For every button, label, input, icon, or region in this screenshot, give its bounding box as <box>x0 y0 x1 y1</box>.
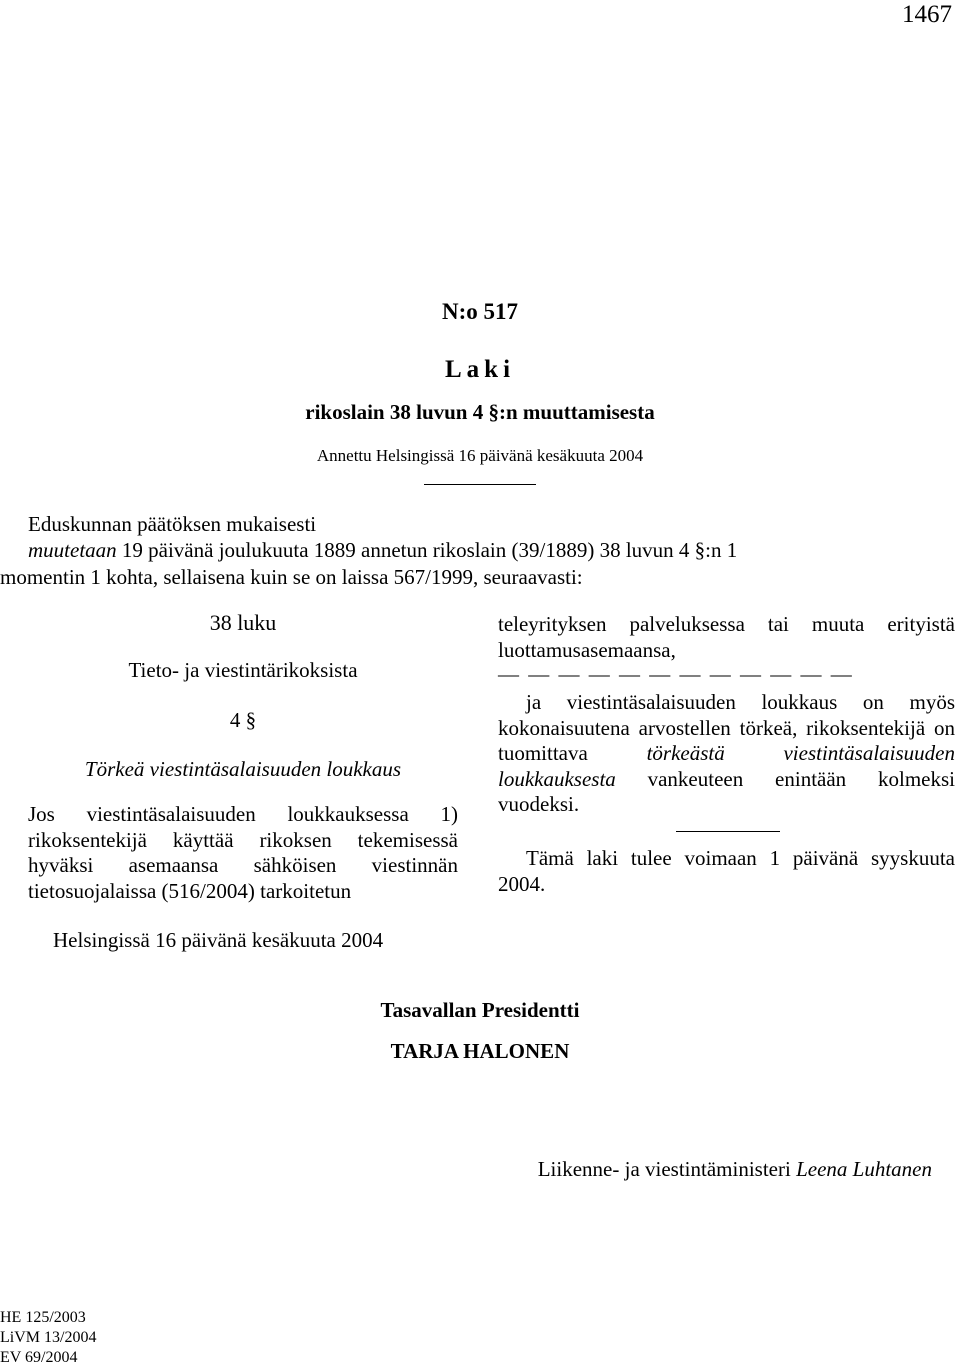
section-title: Törkeä viestintäsalaisuuden loukkaus <box>84 757 402 781</box>
entry-into-force-text <box>498 846 955 897</box>
section-label: 4 § <box>229 708 257 732</box>
section-text-continued: teleyrityksen palveluksessa tai muuta erityistä luottamusasemaansa, <box>498 612 955 662</box>
given-date-line: Annettu Helsingissä 16 päivänä kesäkuuta 2004 <box>316 446 644 465</box>
preamble-line-2-text: 19 päivänä joulukuuta 1889 annetun rikoslain (39/1889) 38 luvun 4 §:n 1 <box>116 538 738 562</box>
signing-date: Helsingissä 16 päivänä kesäkuuta 2004 <box>53 928 384 952</box>
section-text-part-a: ja viestintäsalaisuuden loukkaus on myös kokonaisuutena arvostellen törkeä, rikoksentekijä on tuomittava <box>498 690 955 765</box>
section-text-right-column <box>498 690 955 818</box>
offence-name: törkeästä viestintäsalaisuuden loukkauksesta <box>498 741 955 791</box>
section-text-part-b: vankeuteen enintään kolmeksi vuodeksi. <box>498 766 955 816</box>
reference-government-proposal: HE 125/2003 <box>0 1309 86 1326</box>
reference-committee-report: LiVM 13/2004 <box>0 1329 97 1346</box>
statute-number: N:o 517 <box>441 299 519 324</box>
document-title: rikoslain 38 luvun 4 §:n muuttamisesta <box>305 400 655 424</box>
chapter-title: Tieto- ja viestintärikoksista <box>128 658 358 682</box>
header-divider <box>424 484 536 485</box>
preamble-verb: muutetaan <box>28 538 117 562</box>
legislative-references <box>0 1308 96 1368</box>
section-text-left-column: Jos viestintäsalaisuuden loukkauksessa 1) rikoksentekijä käyttää rikoksen tekemisessä hyväksi asemaansa sähköisen viestinnän tietosuojalaissa (516/2004) tarkoitetun <box>28 802 458 904</box>
minister-title: Liikenne- ja viestintäministeri <box>537 1157 791 1181</box>
president-title: Tasavallan Presidentti <box>380 998 580 1022</box>
minister-name: Leena Luhtanen <box>796 1157 932 1181</box>
minister-signature <box>538 1157 932 1182</box>
preamble-line-3: momentin 1 kohta, sellaisena kuin se on laissa 567/1999, seuraavasti: <box>0 565 583 589</box>
chapter-label: 38 luku <box>209 610 277 635</box>
document-type: Laki <box>444 356 516 383</box>
page-number: 1467 <box>902 1 952 28</box>
reference-parliament-reply: EV 69/2004 <box>0 1349 78 1366</box>
preamble-line-1: Eduskunnan päätöksen mukaisesti <box>28 512 317 536</box>
preamble-line-2 <box>28 538 948 563</box>
entry-into-force-sentence: Tämä laki tulee voimaan 1 päivänä syyskuuta 2004. <box>498 846 955 896</box>
president-name: TARJA HALONEN <box>390 1039 570 1063</box>
entry-into-force-divider <box>676 831 780 832</box>
omission-dashes: — — — — — — — — — — — — <box>498 662 854 686</box>
